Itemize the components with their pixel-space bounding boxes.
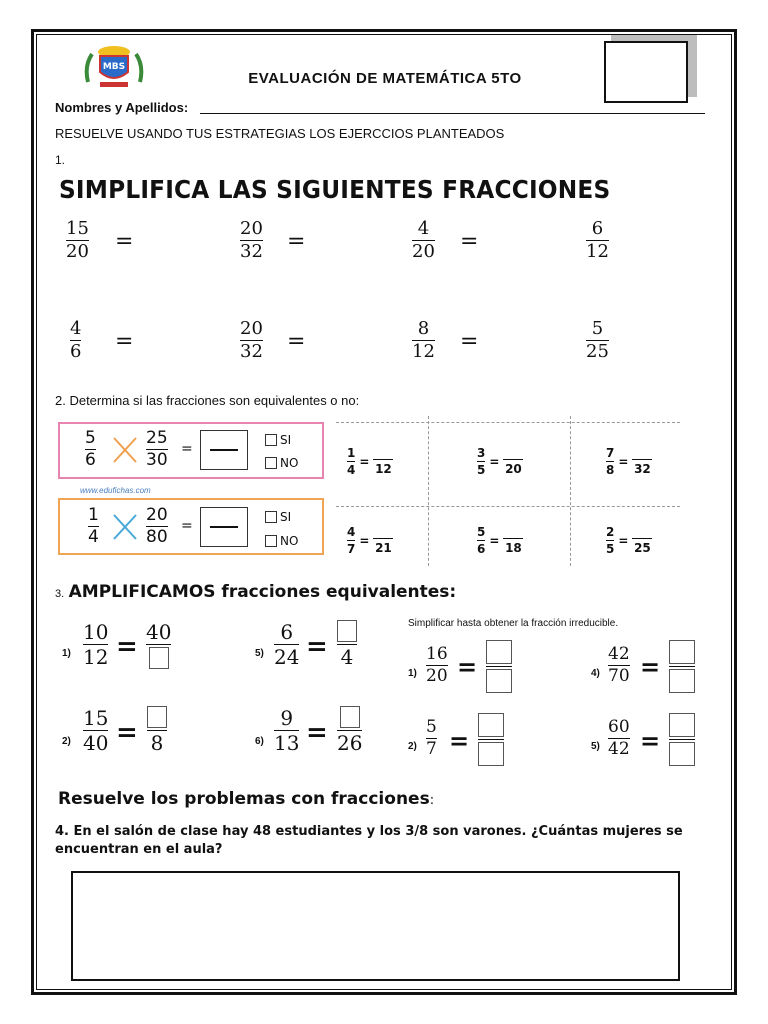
fraction: 20 80 — [146, 505, 168, 547]
fraction: 8 — [147, 706, 167, 753]
blank-fraction[interactable]: 20 — [503, 447, 523, 476]
simplify-note: Simplificar hasta obtener la fracción irreducible. — [408, 618, 619, 629]
equivalence-item: $\frac{5}{6}$ = 18 — [477, 525, 522, 556]
equals-sign: = — [460, 329, 479, 354]
answer-box[interactable] — [669, 640, 695, 664]
equivalence-box-2 — [58, 498, 324, 555]
blank-fraction[interactable]: 21 — [373, 526, 393, 555]
equivalence-item: $\frac{1}{4}$ = 12 — [347, 446, 392, 477]
answer-box[interactable] — [149, 647, 169, 669]
checkbox-icon[interactable] — [265, 457, 277, 469]
option-si[interactable]: SI — [265, 433, 291, 447]
fraction — [669, 640, 695, 693]
equals-sign: = — [306, 718, 328, 748]
equals-sign: = — [306, 632, 328, 662]
blank-fraction[interactable]: 12 — [373, 447, 393, 476]
school-logo — [82, 42, 146, 90]
fraction: 5 6 — [85, 428, 96, 470]
equivalence-item: $\frac{2}{5}$ = 25 — [606, 525, 651, 556]
answer-box[interactable] — [478, 742, 504, 766]
fraction: 4 6 — [70, 318, 82, 362]
fraction: $\frac{3}{5}$ — [477, 446, 486, 477]
fraction: $\frac{4}{7}$ — [347, 525, 356, 556]
item-index: 6) — [255, 736, 264, 747]
answer-box[interactable] — [669, 713, 695, 737]
section1-heading: SIMPLIFICA LAS SIGUIENTES FRACCIONES — [59, 175, 611, 204]
problems-heading: Resuelve los problemas con fracciones: — [58, 789, 435, 809]
answer-area[interactable] — [71, 871, 680, 981]
equals-sign: = — [116, 632, 138, 662]
fraction: 6 12 — [586, 218, 609, 262]
answer-box[interactable] — [337, 620, 357, 642]
fraction: 26 — [337, 706, 362, 753]
fraction: 9 13 — [274, 706, 300, 755]
grid-line — [336, 506, 680, 507]
equivalence-item: $\frac{3}{5}$ = 20 — [477, 446, 522, 477]
checkbox-icon[interactable] — [265, 511, 277, 523]
answer-box[interactable] — [478, 713, 504, 737]
answer-box[interactable] — [486, 640, 512, 664]
blank-fraction[interactable]: 32 — [632, 447, 652, 476]
grid-line — [570, 416, 571, 566]
fraction — [478, 713, 504, 766]
checkbox-icon[interactable] — [265, 434, 277, 446]
fraction: 42 70 — [608, 644, 630, 686]
equivalence-item: $\frac{4}{7}$ = 21 — [347, 525, 392, 556]
fraction: $\frac{2}{5}$ — [606, 525, 615, 556]
fraction: 15 20 — [66, 218, 89, 262]
fraction: 8 12 — [412, 318, 435, 362]
section3-heading: 3. AMPLIFICAMOS fracciones equivalentes: — [55, 582, 457, 602]
fraction: 10 12 — [83, 620, 109, 669]
equivalence-item: $\frac{7}{8}$ = 32 — [606, 446, 651, 477]
fraction: 5 25 — [586, 318, 609, 362]
equals-sign: = — [640, 726, 661, 755]
section1-number: 1. — [55, 153, 66, 167]
names-label: Nombres y Apellidos: — [55, 100, 189, 115]
equals-sign: = — [115, 329, 134, 354]
fraction: 25 30 — [146, 428, 168, 470]
equals-sign: = — [287, 229, 306, 254]
option-no[interactable]: NO — [265, 456, 298, 470]
item-index: 1) — [408, 668, 417, 679]
fraction — [486, 640, 512, 693]
checkbox-icon[interactable] — [265, 535, 277, 547]
fraction: 60 42 — [608, 717, 630, 759]
cross-multiply-icon — [112, 436, 138, 464]
item-index: 2) — [62, 736, 71, 747]
instructions: RESUELVE USANDO TUS ESTRATEGIAS LOS EJERCCIOS PLANTEADOS — [55, 126, 505, 141]
equals-sign: = — [116, 718, 138, 748]
answer-box[interactable] — [340, 706, 360, 728]
equals-sign: = — [460, 229, 479, 254]
item-index: 5) — [591, 741, 600, 752]
names-field[interactable] — [200, 113, 705, 114]
item-index: 1) — [62, 648, 71, 659]
fraction: $\frac{1}{4}$ — [347, 446, 356, 477]
grid-line — [428, 416, 429, 566]
item-index: 5) — [255, 648, 264, 659]
fraction: 20 32 — [240, 318, 263, 362]
equals-sign: = — [181, 441, 193, 457]
fraction: 4 — [337, 620, 357, 667]
option-no[interactable]: NO — [265, 534, 298, 548]
equivalence-box-1 — [58, 422, 324, 479]
source-url: www.edufichas.com — [80, 486, 151, 495]
fraction: $\frac{7}{8}$ — [606, 446, 615, 477]
grade-box[interactable] — [604, 41, 688, 103]
fraction: 40 — [146, 622, 171, 669]
fraction: 1 4 — [88, 505, 99, 547]
fraction: $\frac{5}{6}$ — [477, 525, 486, 556]
section2-label: 2. Determina si las fracciones son equivalentes o no: — [55, 393, 360, 408]
answer-box[interactable] — [200, 507, 248, 547]
fraction: 15 40 — [83, 706, 109, 755]
cross-multiply-icon — [112, 513, 138, 541]
equals-sign: = — [449, 726, 470, 755]
fraction: 5 7 — [426, 717, 437, 759]
grid-line — [336, 422, 680, 423]
equals-sign: = — [640, 652, 661, 681]
blank-fraction[interactable]: 18 — [503, 526, 523, 555]
answer-box[interactable] — [200, 430, 248, 470]
equals-sign: = — [181, 518, 193, 534]
fraction — [669, 713, 695, 766]
svg-text:MBS: MBS — [102, 62, 126, 72]
answer-box[interactable] — [669, 669, 695, 693]
equals-sign: = — [457, 652, 478, 681]
option-si[interactable]: SI — [265, 510, 291, 524]
fraction: 20 32 — [240, 218, 263, 262]
equals-sign: = — [115, 229, 134, 254]
answer-box[interactable] — [669, 742, 695, 766]
answer-box[interactable] — [486, 669, 512, 693]
item-index: 4) — [591, 668, 600, 679]
blank-fraction[interactable]: 25 — [632, 526, 652, 555]
problem-4: 4. En el salón de clase hay 48 estudiantes y los 3/8 son varones. ¿Cuántas mujeres se encuentran en el aula? — [55, 824, 683, 857]
page-title: EVALUACIÓN DE MATEMÁTICA 5TO — [248, 70, 522, 87]
fraction: 4 20 — [412, 218, 435, 262]
fraction: 6 24 — [274, 620, 300, 669]
equals-sign: = — [287, 329, 306, 354]
answer-box[interactable] — [147, 706, 167, 728]
fraction: 16 20 — [426, 644, 448, 686]
item-index: 2) — [408, 741, 417, 752]
